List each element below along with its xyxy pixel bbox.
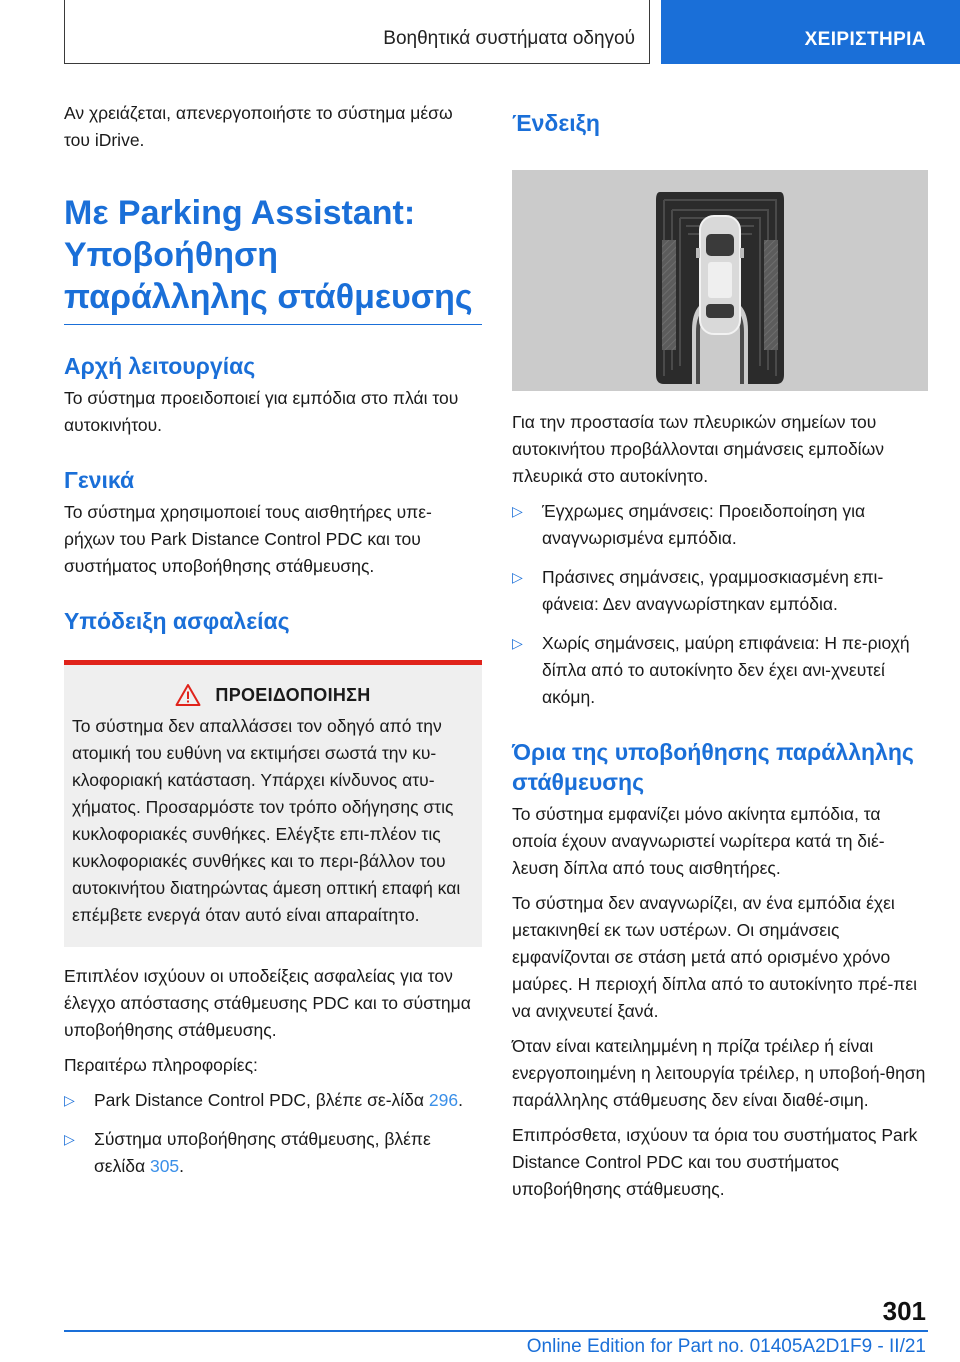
parking-display-illustration	[512, 170, 928, 391]
footer-divider	[64, 1330, 928, 1332]
more-info-paragraph: Περαιτέρω πληροφορίες:	[64, 1055, 258, 1075]
warning-title: ΠΡΟΕΙΔΟΠΟΙΗΣΗ	[215, 684, 371, 705]
chapter-title: Βοηθητικά συστήματα οδηγού	[383, 28, 635, 49]
display-marking-list	[512, 498, 928, 711]
edition-footer: Online Edition for Part no. 01405A2D1F9 - II/21	[526, 1336, 926, 1357]
list-item-period: .	[179, 1156, 185, 1176]
limits-paragraph: Επιπρόσθετα, ισχύουν τα όρια του συστήματος Park Distance Control PDC και του συστήματος υποβοήθησης στάθμευσης.	[512, 1125, 918, 1199]
list-item-text: Σύστημα υποβοήθησης στάθμευσης, βλέπε σελίδα	[94, 1129, 431, 1176]
more-info-list	[64, 1087, 482, 1180]
page-header	[0, 0, 960, 66]
list-item	[512, 630, 928, 711]
principle-heading: Αρχή λειτουργίας	[64, 353, 256, 379]
limits-paragraph: Το σύστημα δεν αναγνωρίζει, αν ένα εμπόδια έχει μετακινηθεί εκ των υστέρων. Οι σημάνσεις εμφανίζονται σε στάση μετά από ορισμένο χρόνο μαύρες. Η περιοχή δίπλα από το αυτοκίνητο πρέ-πει να ανιχνευτεί ξανά.	[512, 893, 918, 1021]
principle-paragraph: Το σύστημα προειδοποιεί για εμπόδια στο πλάι του αυτοκινήτου.	[64, 388, 459, 435]
intro-paragraph: Αν χρειάζεται, απενεργοποιήστε το σύστημα μέσω του iDrive.	[64, 103, 453, 150]
list-item-text: Χωρίς σημάνσεις, μαύρη επιφάνεια: Η πε-ριοχή δίπλα από το αυτοκίνητο δεν έχει ανι-χνευτεί ακόμη.	[542, 633, 910, 707]
general-paragraph: Το σύστημα χρησιμοποιεί τους αισθητήρες υπε-ρήχων του Park Distance Control PDC και του συστήματος υποβοήθησης στάθμευσης.	[64, 502, 432, 576]
warning-header	[72, 683, 474, 707]
list-item-period: .	[458, 1090, 463, 1110]
left-column	[64, 100, 482, 1192]
warning-text: Το σύστημα δεν απαλλάσσει τον οδηγό από την ατομική του ευθύνη να εκτιμήσει σωστά την κυ-κλοφοριακή κατάσταση. Υπάρχει κίνδυνος ατυ-χήματος. Προσαρμόστε τον τρόπο οδήγησης στις κυκλοφοριακές συνθήκες. Ελέγξτε επι-πλέον τις κυκλοφοριακές συνθήκες και το περι-βάλλον του αυτοκινήτου διατηρώντας άμεση οπτική επαφή και επέμβετε ενεργά όταν αυτό είναι απαραίτητο.	[72, 716, 461, 925]
safety-heading: Υπόδειξη ασφαλείας	[64, 608, 290, 634]
display-heading: Ένδειξη	[512, 110, 600, 136]
section-tab[interactable]	[661, 0, 960, 64]
list-item	[512, 498, 928, 552]
list-item	[64, 1087, 482, 1114]
limits-heading: Όρια της υποβοήθησης παράλληλης στάθμευσης	[512, 739, 914, 795]
bullet-triangle-icon: ▷	[512, 503, 523, 519]
page-link-296[interactable]: 296	[428, 1090, 459, 1110]
section-heading: Με Parking Assistant: Υποβοήθηση παράλληλης στάθμευσης	[64, 192, 482, 325]
display-paragraph: Για την προστασία των πλευρικών σημείων του αυτοκινήτου προβάλλονται σημάνσεις εμποδίων πλευρικά στο αυτοκίνητο.	[512, 412, 884, 486]
car-top-view-icon	[512, 170, 928, 391]
limits-paragraph: Το σύστημα εμφανίζει μόνο ακίνητα εμπόδια, τα οποία έχουν αναγνωριστεί νωρίτερα κατά τη διέ-λευση δίπλα από τους αισθητήρες.	[512, 804, 885, 878]
bullet-triangle-icon: ▷	[512, 569, 523, 585]
header-box	[64, 0, 650, 64]
list-item-text: Πράσινες σημάνσεις, γραμμοσκιασμένη επι-φάνεια: Δεν αναγνωρίστηκαν εμπόδια.	[542, 567, 884, 614]
bullet-triangle-icon: ▷	[512, 635, 523, 651]
page-link-305[interactable]: 305	[149, 1156, 180, 1176]
additional-paragraph: Επιπλέον ισχύουν οι υποδείξεις ασφαλείας για τον έλεγχο απόστασης στάθμευσης PDC και το σύστημα υποβοήθησης στάθμευσης.	[64, 966, 471, 1040]
warning-box	[64, 660, 482, 947]
list-item-text: Park Distance Control PDC, βλέπε σε-λίδα	[94, 1090, 429, 1110]
page-number: 301	[882, 1296, 926, 1326]
bullet-triangle-icon: ▷	[64, 1131, 75, 1147]
warning-triangle-icon	[175, 683, 201, 707]
list-item	[512, 564, 928, 618]
list-item-text: Έγχρωμες σημάνσεις: Προειδοποίηση για αναγνωρισμένα εμπόδια.	[542, 501, 866, 548]
section-tab-label: ΧΕΙΡΙΣΤΗΡΙΑ	[804, 29, 926, 50]
general-heading: Γενικά	[64, 467, 135, 493]
right-column	[512, 100, 928, 1211]
limits-paragraph: Όταν είναι κατειλημμένη η πρίζα τρέιλερ ή είναι ενεργοποιημένη η λειτουργία τρέιλερ, η υποβοή-θηση παράλληλης στάθμευσης δεν είναι διαθέ-σιμη.	[512, 1036, 926, 1110]
list-item	[64, 1126, 482, 1180]
bullet-triangle-icon: ▷	[64, 1092, 75, 1108]
